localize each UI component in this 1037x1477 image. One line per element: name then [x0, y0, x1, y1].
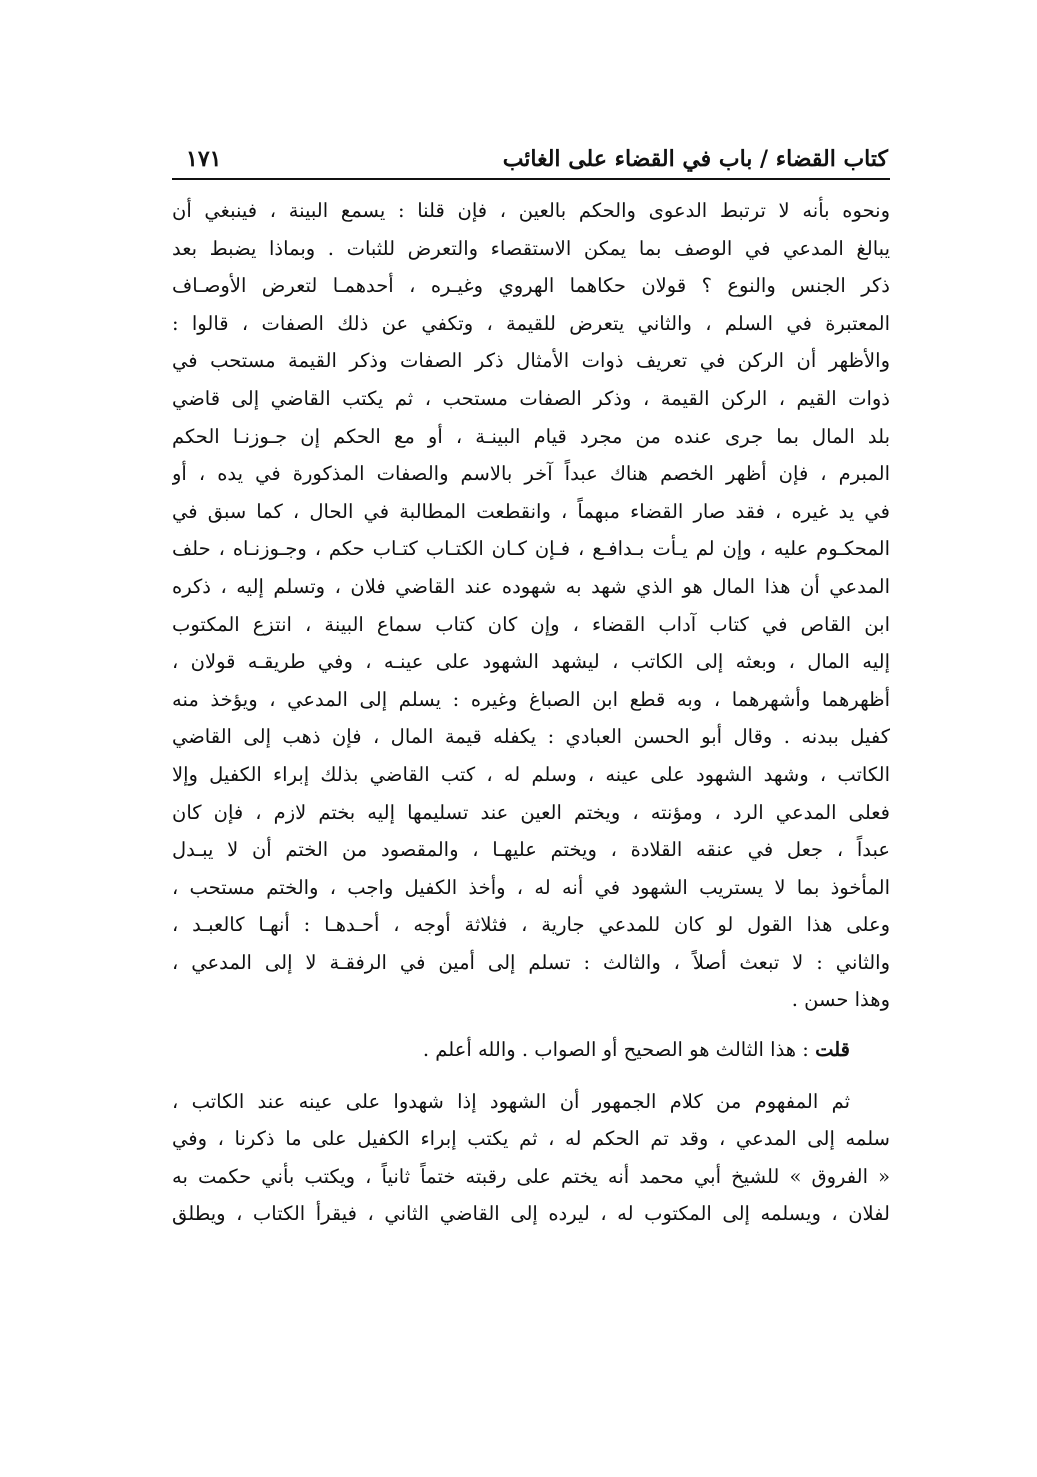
text-line: « الفروق » للشيخ أبي محمد أنه يختم على رقبته ختماً ثانياً ، ويكتب بأني حكمت به: [172, 1164, 890, 1188]
text-line: لفلان ، ويسلمه إلى المكتوب له ، ليرده إلى القاضي الثاني ، فيقرأ الكتاب ، ويطلق: [172, 1202, 890, 1226]
text-line: المبرم ، فإن أظهر الخصم هناك عبداً آخر بالاسم والصفات المذكورة في يده ، أو: [172, 462, 890, 486]
paragraph-3: [172, 1083, 890, 1233]
text-line: وعلى هذا القول لو كان للمدعي جارية ، فثلاثة أوجه ، أحـدهـا : أنهـا كالعبـد ،: [172, 913, 890, 937]
text-line: كفيل ببدنه . وقال أبو الحسن العبادي : يكفله قيمة المال ، فإن ذهب إلى القاضي: [172, 725, 890, 749]
text-line: المحكـوم عليه ، وإن لم يـأت بـدافـع ، فـإن كـان الكتـاب كتـاب حكم ، وجـوزنـاه ، حلف: [172, 537, 890, 561]
text-line: ذكر الجنس والنوع ؟ قولان حكاهما الهروي وغيـره ، أحدهمـا لتعرض الأوصـاف: [172, 274, 890, 298]
qult-text: : هذا الثالث هو الصحيح أو الصواب . والله أعلم .: [422, 1038, 816, 1062]
text-line: ابن القاص في كتاب آداب القضاء ، وإن كان كتاب سماع البينة ، انتزع المكتوب: [172, 612, 890, 636]
text-line: وهذا حسن .: [791, 988, 890, 1012]
text-line: سلمه إلى المدعي ، وقد تم الحكم له ، ثم يكتب إبراء الكفيل على ما ذكرنا ، وفي: [172, 1127, 890, 1151]
body-text: [172, 192, 890, 1233]
text-line: والأظهر أن الركن في تعريف ذوات الأمثال ذكر الصفات وذكر القيمة مستحب في: [172, 349, 890, 373]
text-line: يبالغ المدعي في الوصف بما يمكن الاستقصاء والتعرض للثبات . وبماذا يضبط بعد: [172, 236, 890, 260]
paragraph-2: [172, 1031, 890, 1069]
text-line: ونحوه بأنه لا ترتبط الدعوى والحكم بالعين ، فإن قلنا : يسمع البينة ، فينبغي أن: [172, 199, 890, 222]
text-line: الكاتب ، وشهد الشهود على عينه ، وسلم له ، كتب القاضي بذلك إبراء الكفيل وإلا: [172, 762, 890, 786]
text-line: فعلى المدعي الرد ، ومؤنته ، ويختم العين عند تسليمها إليه بختم لازم ، فإن كان: [172, 800, 890, 824]
qult-label: قلت: [815, 1038, 850, 1062]
text-line: إليه المال ، وبعثه إلى الكاتب ، ليشهد الشهود على عينـه ، وفي طريقـه قولان ،: [172, 650, 890, 674]
text-line: والثاني : لا تبعث أصلاً ، والثالث : تسلم إلى أمين في الرفقـة لا إلى المدعي ،: [172, 950, 890, 974]
text-line: بلد المال بما جرى عنده من مجرد قيام البينـة ، أو مع الحكم إن جـوزنـا الحكم: [172, 424, 890, 448]
header-rule: [172, 178, 890, 180]
book-page: [172, 130, 890, 1233]
text-line: أظهرهما وأشهرهما ، وبه قطع ابن الصباغ وغيره : يسلم إلى المدعي ، ويؤخذ منه: [172, 687, 890, 711]
text-line: المدعي أن هذا المال هو الذي شهد به شهوده عند القاضي فلان ، وتسلم إليه ، ذكره: [172, 574, 890, 598]
text-line: ذوات القيم ، الركن القيمة ، وذكر الصفات مستحب ، ثم يكتب القاضي إلى قاضي: [172, 386, 890, 410]
running-header: [172, 130, 890, 176]
text-line: المعتبرة في السلم ، والثاني يتعرض للقيمة ، وتكفي عن ذلك الصفات ، قالوا :: [172, 311, 890, 335]
text-line: [172, 1031, 890, 1069]
text-line: المأخوذ بما لا يستريب الشهود في أنه له ، وأخذ الكفيل واجب ، والختم مستحب ،: [172, 875, 890, 899]
text-line: ثم المفهوم من كلام الجمهور أن الشهود إذا شهدوا على عينه عند الكاتب ،: [172, 1089, 850, 1113]
text-line: في يد غيره ، فقد صار القضاء مبهماً ، وانقطعت المطالبة في الحال ، كما سبق في: [172, 499, 890, 523]
header-title: كتاب القضاء / باب في القضاء على الغائب: [502, 146, 888, 172]
paragraph-1: [172, 192, 890, 1019]
text-line: عبداً ، جعل في عنقه القلادة ، ويختم عليهـا ، والمقصود من الختم أن لا يبـدل: [172, 838, 890, 862]
page-number: ١٧١: [186, 146, 222, 172]
